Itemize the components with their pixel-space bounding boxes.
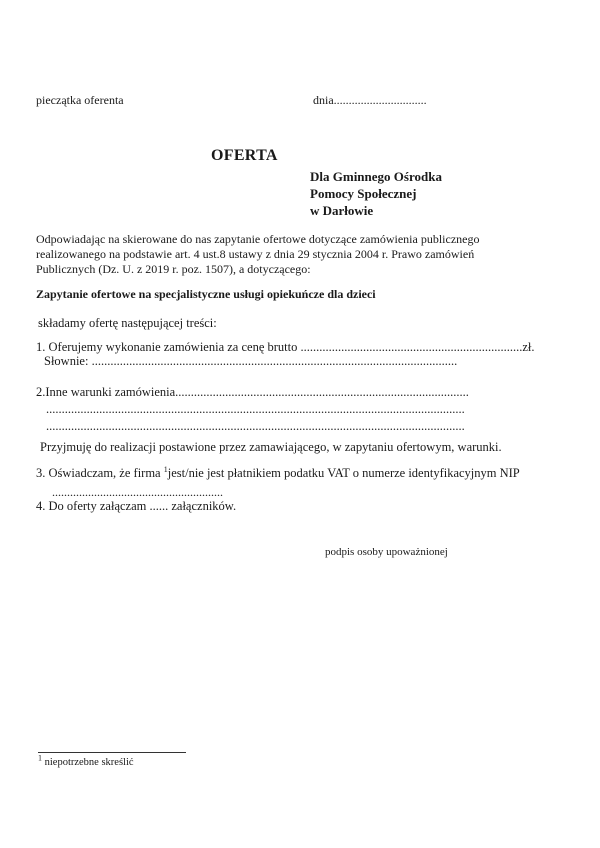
item1-price-line: 1. Oferujemy wykonanie zamówienia za cenę brutto .......................................................................zł. bbox=[36, 340, 535, 354]
footnote-ref: 1 bbox=[163, 464, 168, 474]
signature-label: podpis osoby upoważnionej bbox=[325, 546, 448, 558]
footnote-text: niepotrzebne skreślić bbox=[44, 757, 134, 768]
item3-vat-statement bbox=[36, 466, 520, 481]
document-title: OFERTA bbox=[211, 147, 278, 164]
item3-suffix: jest/nie jest płatnikiem podatku VAT o numerze identyfikacyjnym NIP bbox=[167, 466, 520, 480]
addressee-line: Dla Gminnego Ośrodka bbox=[310, 169, 442, 184]
subject-line: Zapytanie ofertowe na specjalistyczne usługi opiekuńcze dla dzieci bbox=[36, 287, 376, 301]
addressee-line: Pomocy Społecznej bbox=[310, 186, 417, 201]
intro-paragraph: Odpowiadając na skierowane do nas zapytanie ofertowe dotyczące zamówienia publicznego realizowanego na podstawie art. 4 ust.8 ustawy z dnia 29 stycznia 2004 r. Prawo zamówień Publicznych (Dz. U. z 2019 r. poz. 1507), a dotyczącego: bbox=[36, 232, 480, 276]
addressee-block bbox=[310, 168, 442, 219]
offer-intro: składamy ofertę następującej treści: bbox=[38, 316, 217, 330]
item2-continuation-line: ...................................................................................................................................... bbox=[46, 419, 465, 433]
item1-words-line: Słownie: ..................................................................................................................... bbox=[44, 354, 458, 368]
item4-attachments: 4. Do oferty załączam ...... załączników. bbox=[36, 499, 237, 513]
item2-conditions-line: 2.Inne warunki zamówienia.............................................................................................. bbox=[36, 385, 469, 399]
stamp-label: pieczątka oferenta bbox=[36, 93, 124, 107]
item2-continuation-line: ...................................................................................................................................... bbox=[46, 402, 465, 416]
item3-prefix: 3. Oświadczam, że firma bbox=[36, 466, 164, 480]
date-line: dnia............................... bbox=[313, 93, 427, 107]
nip-dots-line: ......................................................... bbox=[52, 485, 223, 499]
footnote bbox=[38, 753, 134, 768]
footnote-mark: 1 bbox=[38, 753, 42, 763]
acceptance-statement: Przyjmuję do realizacji postawione przez zamawiającego, w zapytaniu ofertowym, warunki. bbox=[40, 440, 502, 454]
addressee-line: w Darłowie bbox=[310, 203, 374, 218]
footnote-rule bbox=[38, 752, 186, 753]
